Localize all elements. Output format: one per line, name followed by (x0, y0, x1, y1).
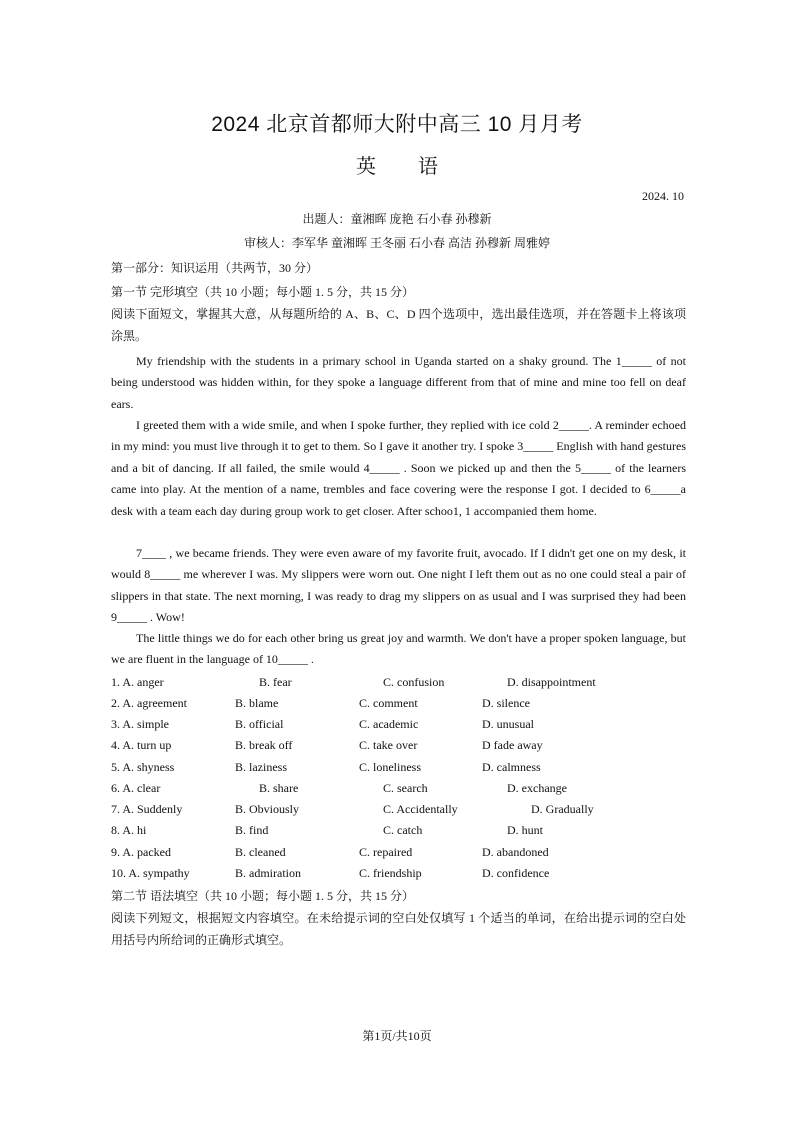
question-10-option-a: 10. A. sympathy (111, 866, 190, 880)
question-5-option-d: D. calmness (482, 760, 541, 774)
question-2-option-d: D. silence (482, 696, 530, 710)
question-9-option-d: D. abandoned (482, 845, 549, 859)
question-4-option-a: 4. A. turn up (111, 738, 172, 752)
question-2-option-a: 2. A. agreement (111, 696, 187, 710)
question-7-option-c: C. Accidentally (383, 802, 458, 816)
part1-heading: 第一部分：知识运用（共两节，30 分） (111, 261, 319, 275)
passage-paragraph-4: The little things we do for each other bring us great joy and warmth. We don't have a proper spoken language, but we are fluent in the language of 10_____ . (111, 631, 686, 667)
authors-line: 出题人：童湘晖 庞艳 石小春 孙穆新 (302, 212, 492, 226)
question-8-option-b: B. find (235, 823, 269, 837)
question-1-option-d: D. disappointment (507, 675, 596, 689)
question-3-option-c: C. academic (359, 717, 419, 731)
question-8-option-c: C. catch (383, 823, 423, 837)
question-10-option-d: D. confidence (482, 866, 550, 880)
exam-title: 2024 北京首都师大附中高三 10 月月考 (211, 113, 583, 136)
question-9-option-c: C. repaired (359, 845, 413, 859)
question-7-option-d: D. Gradually (531, 802, 594, 816)
passage-paragraph-1: My friendship with the students in a primary school in Uganda started on a shaky ground. The 1_____ of not being understood was hidden within, for they spoke a language different from that of mine and mine too fell on deaf ears. (111, 354, 686, 411)
question-1-option-b: B. fear (259, 675, 292, 689)
question-10-option-c: C. friendship (359, 866, 422, 880)
question-7-option-a: 7. A. Suddenly (111, 802, 183, 816)
subject-title: 英语 (356, 154, 480, 178)
question-5-option-b: B. laziness (235, 760, 287, 774)
section2-instructions: 阅读下列短文，根据短文内容填空。在未给提示词的空白处仅填写 1 个适当的单词，在给出提示词的空白处用括号内所给词的正确形式填空。 (111, 911, 686, 947)
question-6-option-d: D. exchange (507, 781, 567, 795)
question-3-option-a: 3. A. simple (111, 717, 170, 731)
question-4-option-c: C. take over (359, 738, 418, 752)
question-2-option-c: C. comment (359, 696, 418, 710)
question-10-option-b: B. admiration (235, 866, 301, 880)
question-8-option-d: D. hunt (507, 823, 543, 837)
question-7-option-b: B. Obviously (235, 802, 300, 816)
question-9-option-a: 9. A. packed (111, 845, 171, 859)
question-4-option-b: B. break off (235, 738, 293, 752)
exam-date: 2024. 10 (642, 189, 684, 203)
question-6-option-b: B. share (259, 781, 299, 795)
question-8-option-a: 8. A. hi (111, 823, 147, 837)
section2-heading: 第二节 语法填空（共 10 小题；每小题 1. 5 分，共 15 分） (111, 889, 415, 903)
question-3-option-b: B. official (235, 717, 284, 731)
question-5-option-c: C. loneliness (359, 760, 421, 774)
reviewers-line: 审核人：李军华 童湘晖 王冬丽 石小春 高洁 孙穆新 周雅婷 (243, 236, 550, 250)
section1-heading: 第一节 完形填空（共 10 小题；每小题 1. 5 分，共 15 分） (111, 285, 415, 299)
question-2-option-b: B. blame (235, 696, 279, 710)
section1-instructions: 阅读下面短文，掌握其大意，从每题所给的 A、B、C、D 四个选项中，选出最佳选项，并在答题卡上将该项涂黑。 (111, 307, 686, 343)
passage-paragraph-3: 7____ , we became friends. They were even aware of my favorite fruit, avocado. If I didn't get one on my desk, it would 8_____ me wherever I was. My slippers were worn out. One night I left them out as no one could steal a pair of slippers in that state. The next morning, I was ready to drag my slippers on as usual and I was surprised they had been 9_____ . Wow! (111, 546, 686, 625)
question-3-option-d: D. unusual (482, 717, 534, 731)
question-6-option-c: C. search (383, 781, 428, 795)
question-1-option-a: 1. A. anger (111, 675, 164, 689)
question-9-option-b: B. cleaned (235, 845, 286, 859)
passage-paragraph-2: I greeted them with a wide smile, and when I spoke further, they replied with ice cold 2_____. A reminder echoed in my mind: you must live through it to get to them. So I gave it another try. I spoke 3_____ English with hand gestures and a bit of dancing. If all failed, the smile would 4_____ . Soon we picked up and then the 5_____ of the learners came into play. At the mention of a name, trembles and face covering were the response I got. I decided to 6_____a desk with a team each day during group work to get closer. After schoo1, 1 accompanied them home. (111, 418, 686, 518)
page-number: 第1页/共10页 (362, 1029, 432, 1043)
question-6-option-a: 6. A. clear (111, 781, 161, 795)
question-5-option-a: 5. A. shyness (111, 760, 175, 774)
question-4-option-d: D fade away (482, 738, 543, 752)
question-1-option-c: C. confusion (383, 675, 445, 689)
